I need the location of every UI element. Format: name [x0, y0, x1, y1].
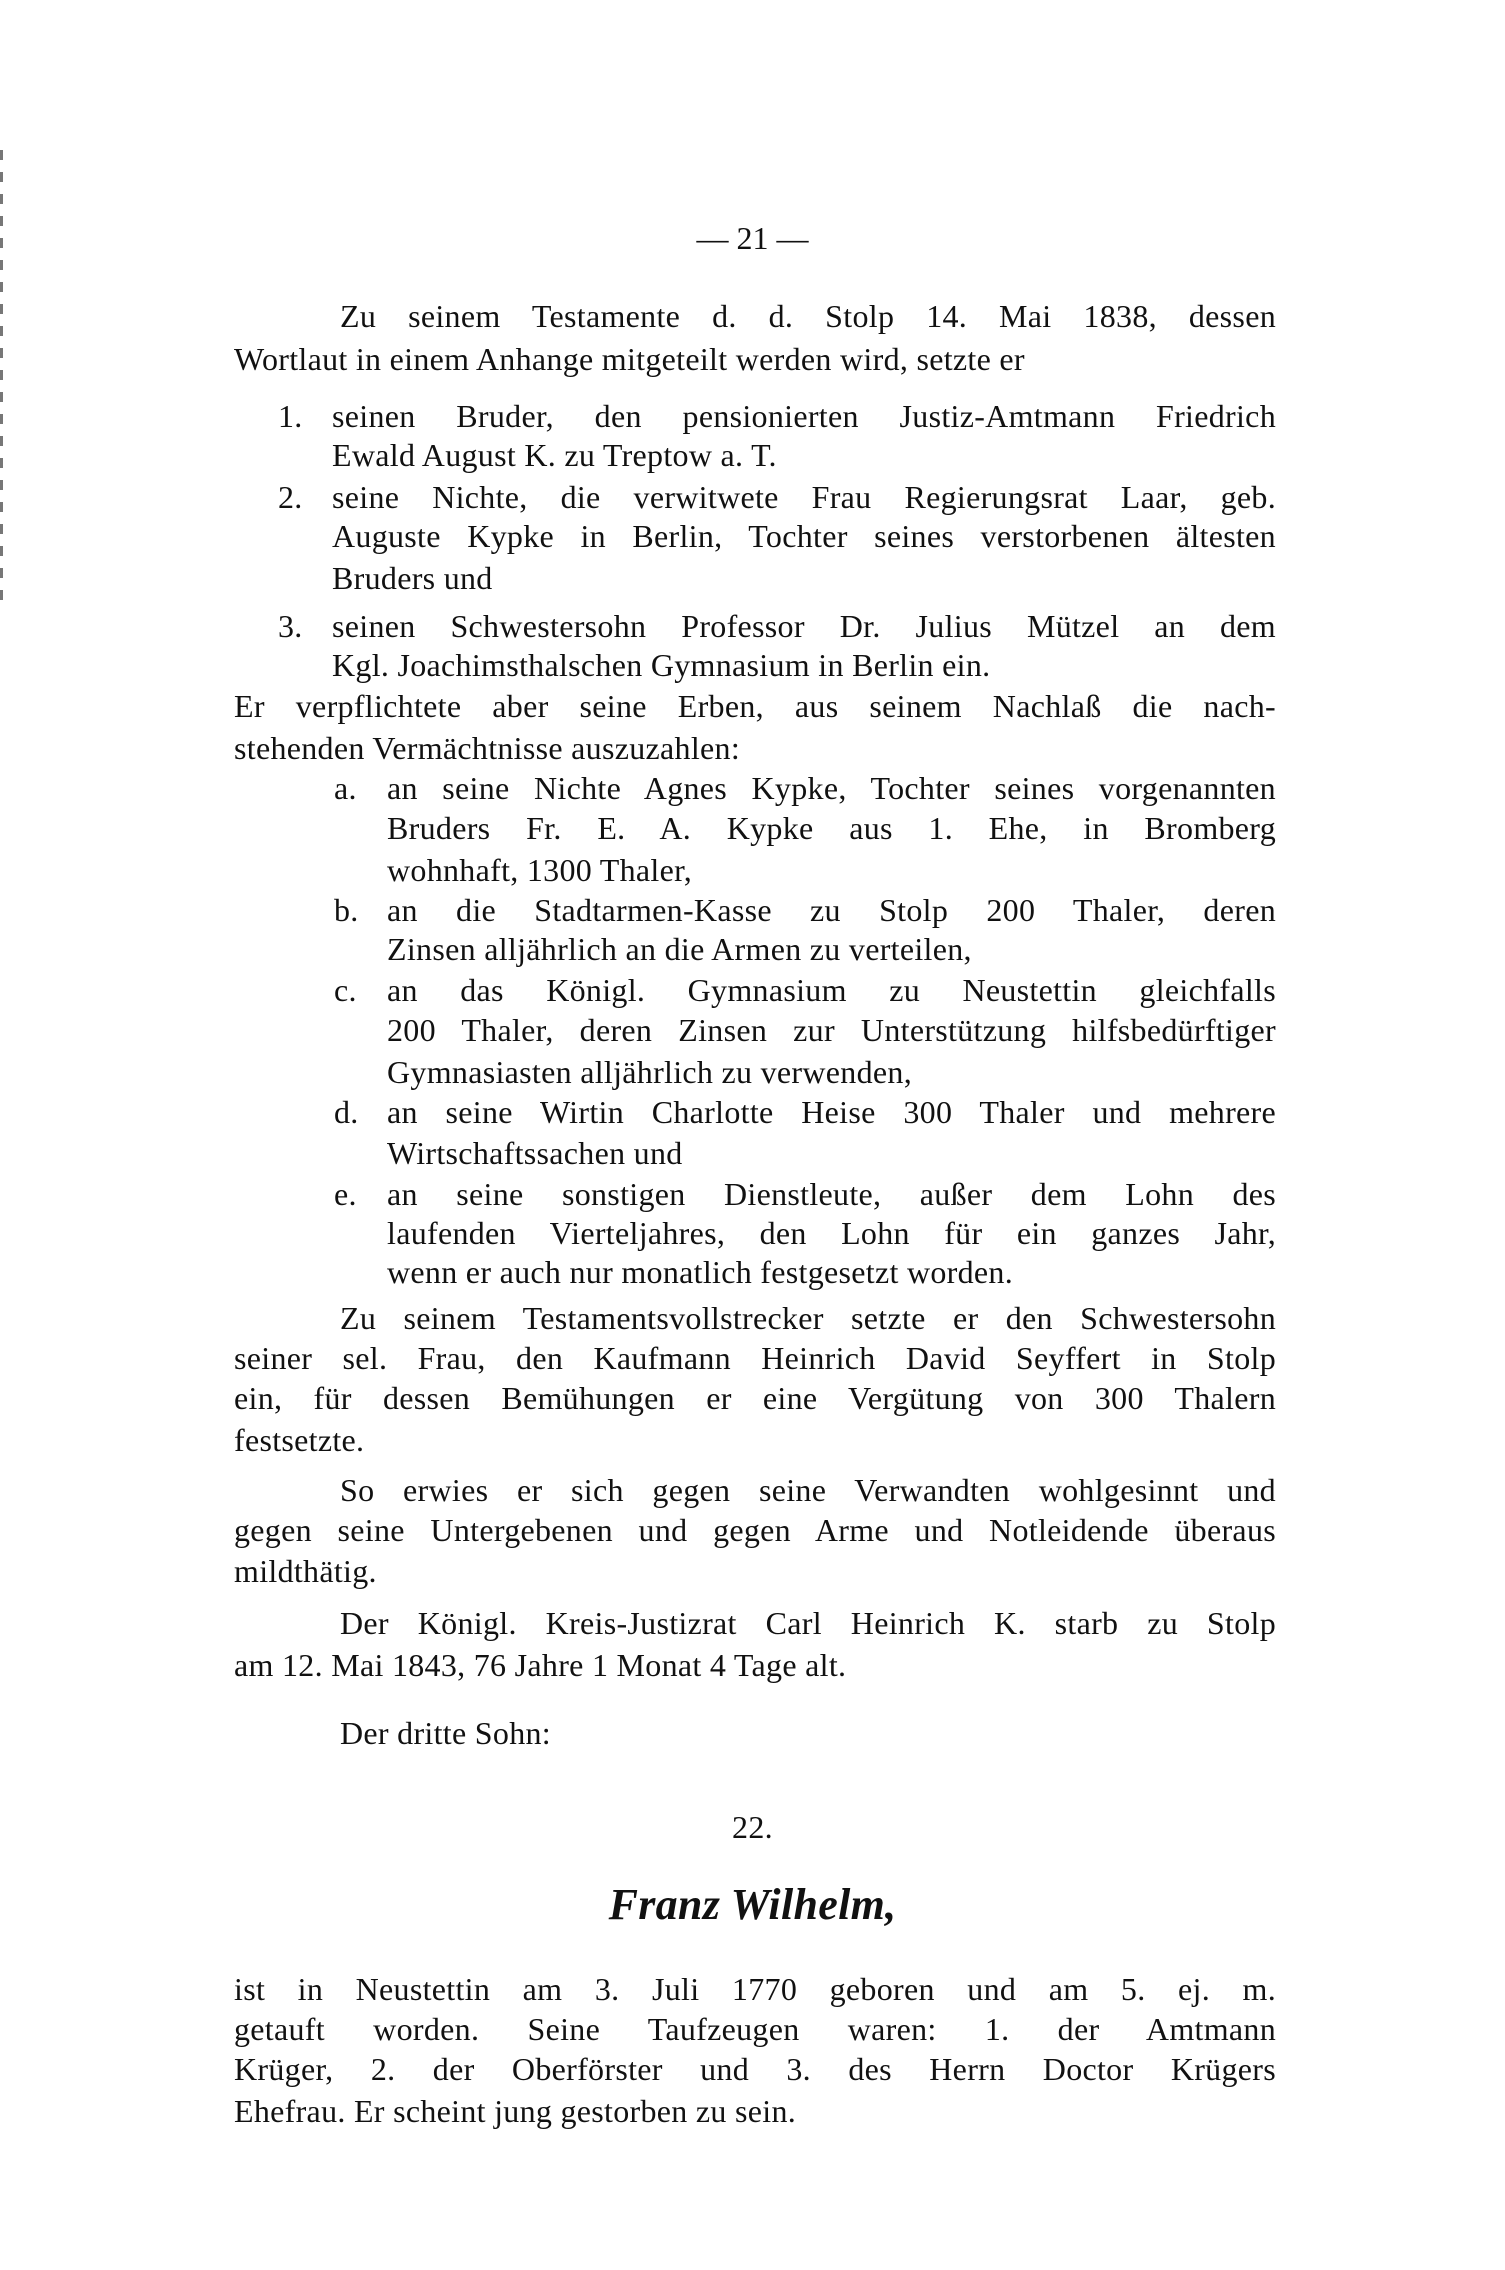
text-line: So erwies er sich gegen seine Verwandten wohlgesinnt und: [340, 1472, 1276, 1508]
text-line: Ehefrau. Er scheint jung gestorben zu sein.: [234, 2093, 797, 2129]
text-line: an seine sonstigen Dienstleute, außer dem Lohn des: [387, 1176, 1276, 1212]
text-line: seinen Bruder, den pensionierten Justiz-Amtmann Friedrich: [332, 398, 1276, 434]
text-line: an das Königl. Gymnasium zu Neustettin gleichfalls: [387, 972, 1276, 1008]
text-line: seine Nichte, die verwitwete Frau Regierungsrat Laar, geb.: [332, 479, 1276, 515]
text-line: Zinsen alljährlich an die Armen zu verteilen,: [387, 931, 972, 967]
text-line: Wortlaut in einem Anhange mitgeteilt werden wird, setzte er: [234, 341, 1025, 377]
text-line: Krüger, 2. der Oberförster und 3. des Herrn Doctor Krügers: [234, 2051, 1276, 2087]
list-letter: c.: [334, 972, 357, 1008]
text-line: seinen Schwestersohn Professor Dr. Julius Mützel an dem: [332, 608, 1276, 644]
text-line: Der dritte Sohn:: [340, 1715, 551, 1751]
text-line: stehenden Vermächtnisse auszuzahlen:: [234, 730, 741, 766]
list-letter: b.: [334, 892, 359, 928]
page-number: — 21 —: [696, 220, 809, 256]
text-line: Bruders Fr. E. A. Kypke aus 1. Ehe, in Bromberg: [387, 810, 1276, 846]
text-line: 200 Thaler, deren Zinsen zur Unterstützung hilfsbedürftiger: [387, 1012, 1276, 1048]
list-number: 3.: [278, 608, 303, 644]
text-line: Zu seinem Testamentsvollstrecker setzte er den Schwestersohn: [340, 1300, 1276, 1336]
text-line: wohnhaft, 1300 Thaler,: [387, 852, 693, 888]
text-line: gegen seine Untergebenen und gegen Arme und Notleidende überaus: [234, 1512, 1276, 1548]
text-line: an die Stadtarmen-Kasse zu Stolp 200 Thaler, deren: [387, 892, 1276, 928]
text-line: laufenden Vierteljahres, den Lohn für ein ganzes Jahr,: [387, 1215, 1276, 1251]
text-line: getauft worden. Seine Taufzeugen waren: 1. der Amtmann: [234, 2011, 1276, 2047]
text-line: ist in Neustettin am 3. Juli 1770 geboren und am 5. ej. m.: [234, 1971, 1276, 2007]
text-line: ein, für dessen Bemühungen er eine Vergütung von 300 Thalern: [234, 1380, 1276, 1416]
text-line: am 12. Mai 1843, 76 Jahre 1 Monat 4 Tage alt.: [234, 1647, 847, 1683]
text-line: Der Königl. Kreis-Justizrat Carl Heinrich K. starb zu Stolp: [340, 1605, 1276, 1641]
list-number: 2.: [278, 479, 303, 515]
text-line: Ewald August K. zu Treptow a. T.: [332, 437, 777, 473]
list-letter: e.: [334, 1176, 357, 1212]
text-line: seiner sel. Frau, den Kaufmann Heinrich David Seyffert in Stolp: [234, 1340, 1276, 1376]
text-line: Gymnasiasten alljährlich zu verwenden,: [387, 1054, 912, 1090]
scan-edge-marks: [0, 150, 3, 610]
text-line: wenn er auch nur monatlich festgesetzt worden.: [387, 1254, 1014, 1290]
text-line: mildthätig.: [234, 1553, 377, 1589]
section-number: 22.: [732, 1809, 773, 1845]
text-line: Bruders und: [332, 560, 493, 596]
text-line: Kgl. Joachimsthalschen Gymnasium in Berlin ein.: [332, 647, 991, 683]
text-line: Zu seinem Testamente d. d. Stolp 14. Mai 1838, dessen: [340, 298, 1276, 334]
text-line: Wirtschaftssachen und: [387, 1135, 683, 1171]
text-line: Auguste Kypke in Berlin, Tochter seines verstorbenen ältesten: [332, 518, 1276, 554]
text-line: an seine Wirtin Charlotte Heise 300 Thaler und mehrere: [387, 1094, 1276, 1130]
list-number: 1.: [278, 398, 303, 434]
text-line: an seine Nichte Agnes Kypke, Tochter seines vorgenannten: [387, 770, 1276, 806]
section-heading: Franz Wilhelm,: [608, 1880, 897, 1929]
list-letter: d.: [334, 1094, 359, 1130]
text-line: Er verpflichtete aber seine Erben, aus seinem Nachlaß die nach-: [234, 688, 1276, 724]
list-letter: a.: [334, 770, 357, 806]
text-line: festsetzte.: [234, 1422, 365, 1458]
